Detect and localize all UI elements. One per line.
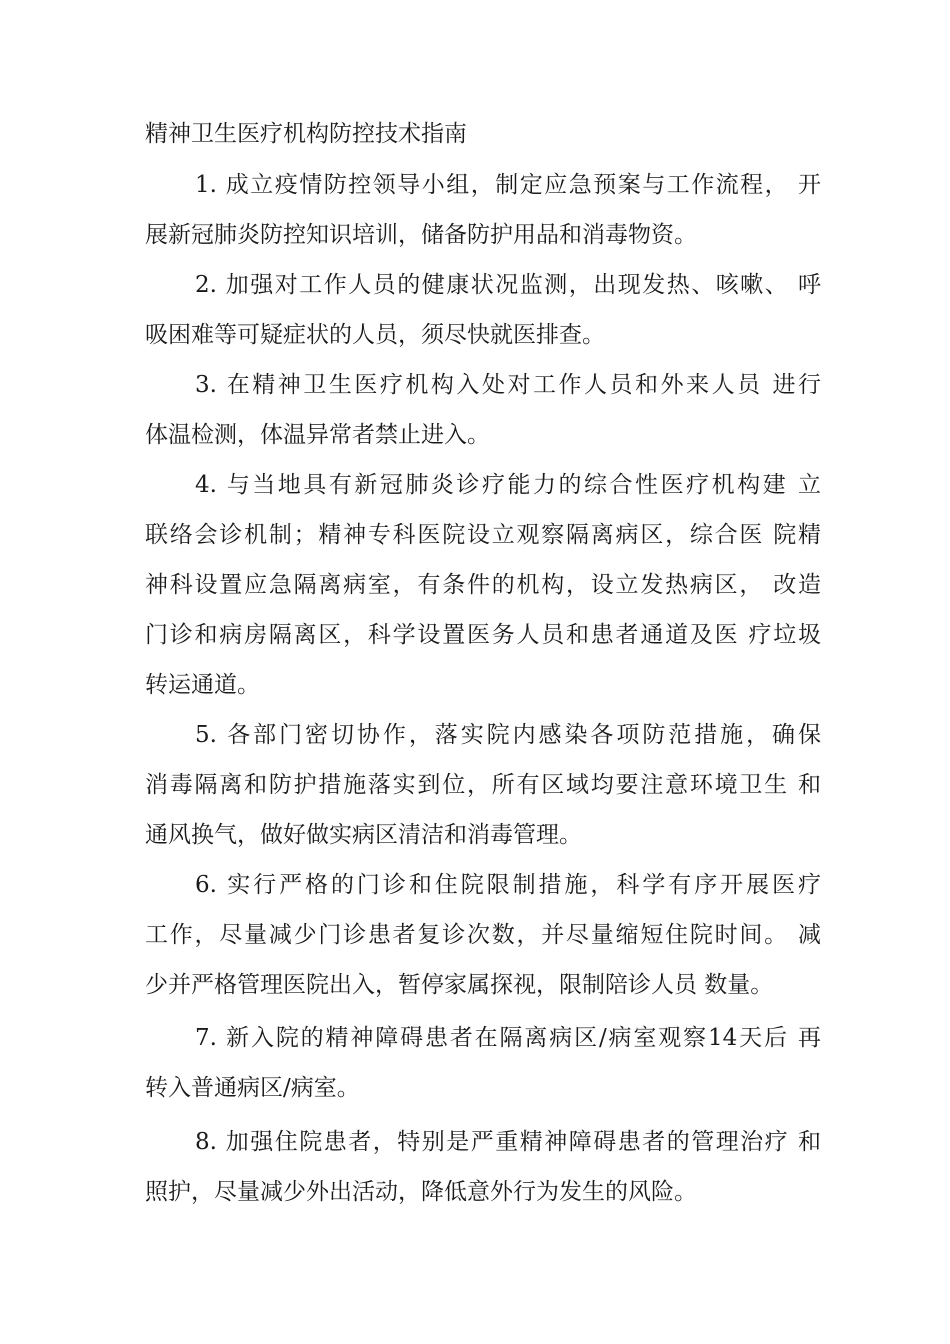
paragraph-line: 转入普通病区/病室。 xyxy=(145,1075,360,1101)
paragraph-line: 3. 在精神卫生医疗机构入处对工作人员和外来人员 进行 xyxy=(195,372,821,398)
paragraph-line: 联络会诊机制；精神专科医院设立观察隔离病区，综合医 院精 xyxy=(145,522,821,548)
paragraph-line: 照护，尽量减少外出活动，降低意外行为发生的风险。 xyxy=(145,1179,697,1205)
paragraph-line: 转运通道。 xyxy=(145,672,260,698)
paragraph-line: 神科设置应急隔离病室，有条件的机构，设立发热病区， 改造 xyxy=(145,572,821,598)
paragraph-line: 通风换气，做好做实病区清洁和消毒管理。 xyxy=(145,822,582,848)
paragraph-line: 7. 新入院的精神障碍患者在隔离病区/病室观察14天后 再 xyxy=(195,1025,821,1051)
paragraph-line: 消毒隔离和防护措施落实到位，所有区域均要注意环境卫生 和 xyxy=(145,772,821,798)
paragraph-line: 5. 各部门密切协作，落实院内感染各项防范措施，确保 xyxy=(195,722,821,748)
paragraph-line: 展新冠肺炎防控知识培训，储备防护用品和消毒物资。 xyxy=(145,222,697,248)
paragraph-line: 少并严格管理医院出入，暂停家属探视，限制陪诊人员 数量。 xyxy=(145,972,774,998)
paragraph-line: 门诊和病房隔离区，科学设置医务人员和患者通道及医 疗垃圾 xyxy=(145,622,821,648)
paragraph-1 xyxy=(145,160,821,260)
paragraph-2 xyxy=(145,260,821,360)
paragraph-6 xyxy=(145,860,821,1010)
paragraph-8 xyxy=(145,1117,821,1217)
paragraph-line: 体温检测，体温异常者禁止进入。 xyxy=(145,422,490,448)
paragraph-line: 6. 实行严格的门诊和住院限制措施，科学有序开展医疗 xyxy=(195,872,821,898)
paragraph-5 xyxy=(145,710,821,860)
paragraph-line: 1. 成立疫情防控领导小组，制定应急预案与工作流程， 开 xyxy=(195,172,821,198)
document-title: 精神卫生医疗机构防控技术指南 xyxy=(145,121,467,147)
paragraph-4 xyxy=(145,460,821,710)
paragraph-line: 4. 与当地具有新冠肺炎诊疗能力的综合性医疗机构建 立 xyxy=(195,472,821,498)
paragraph-line: 2. 加强对工作人员的健康状况监测，出现发热、咳嗽、 呼 xyxy=(195,272,821,298)
paragraph-line: 工作，尽量减少门诊患者复诊次数，并尽量缩短住院时间。 减 xyxy=(145,922,821,948)
paragraph-7 xyxy=(145,1013,821,1113)
paragraph-line: 吸困难等可疑症状的人员，须尽快就医排查。 xyxy=(145,322,605,348)
paragraph-line: 8. 加强住院患者，特别是严重精神障碍患者的管理治疗 和 xyxy=(195,1129,821,1155)
paragraph-3 xyxy=(145,360,821,460)
